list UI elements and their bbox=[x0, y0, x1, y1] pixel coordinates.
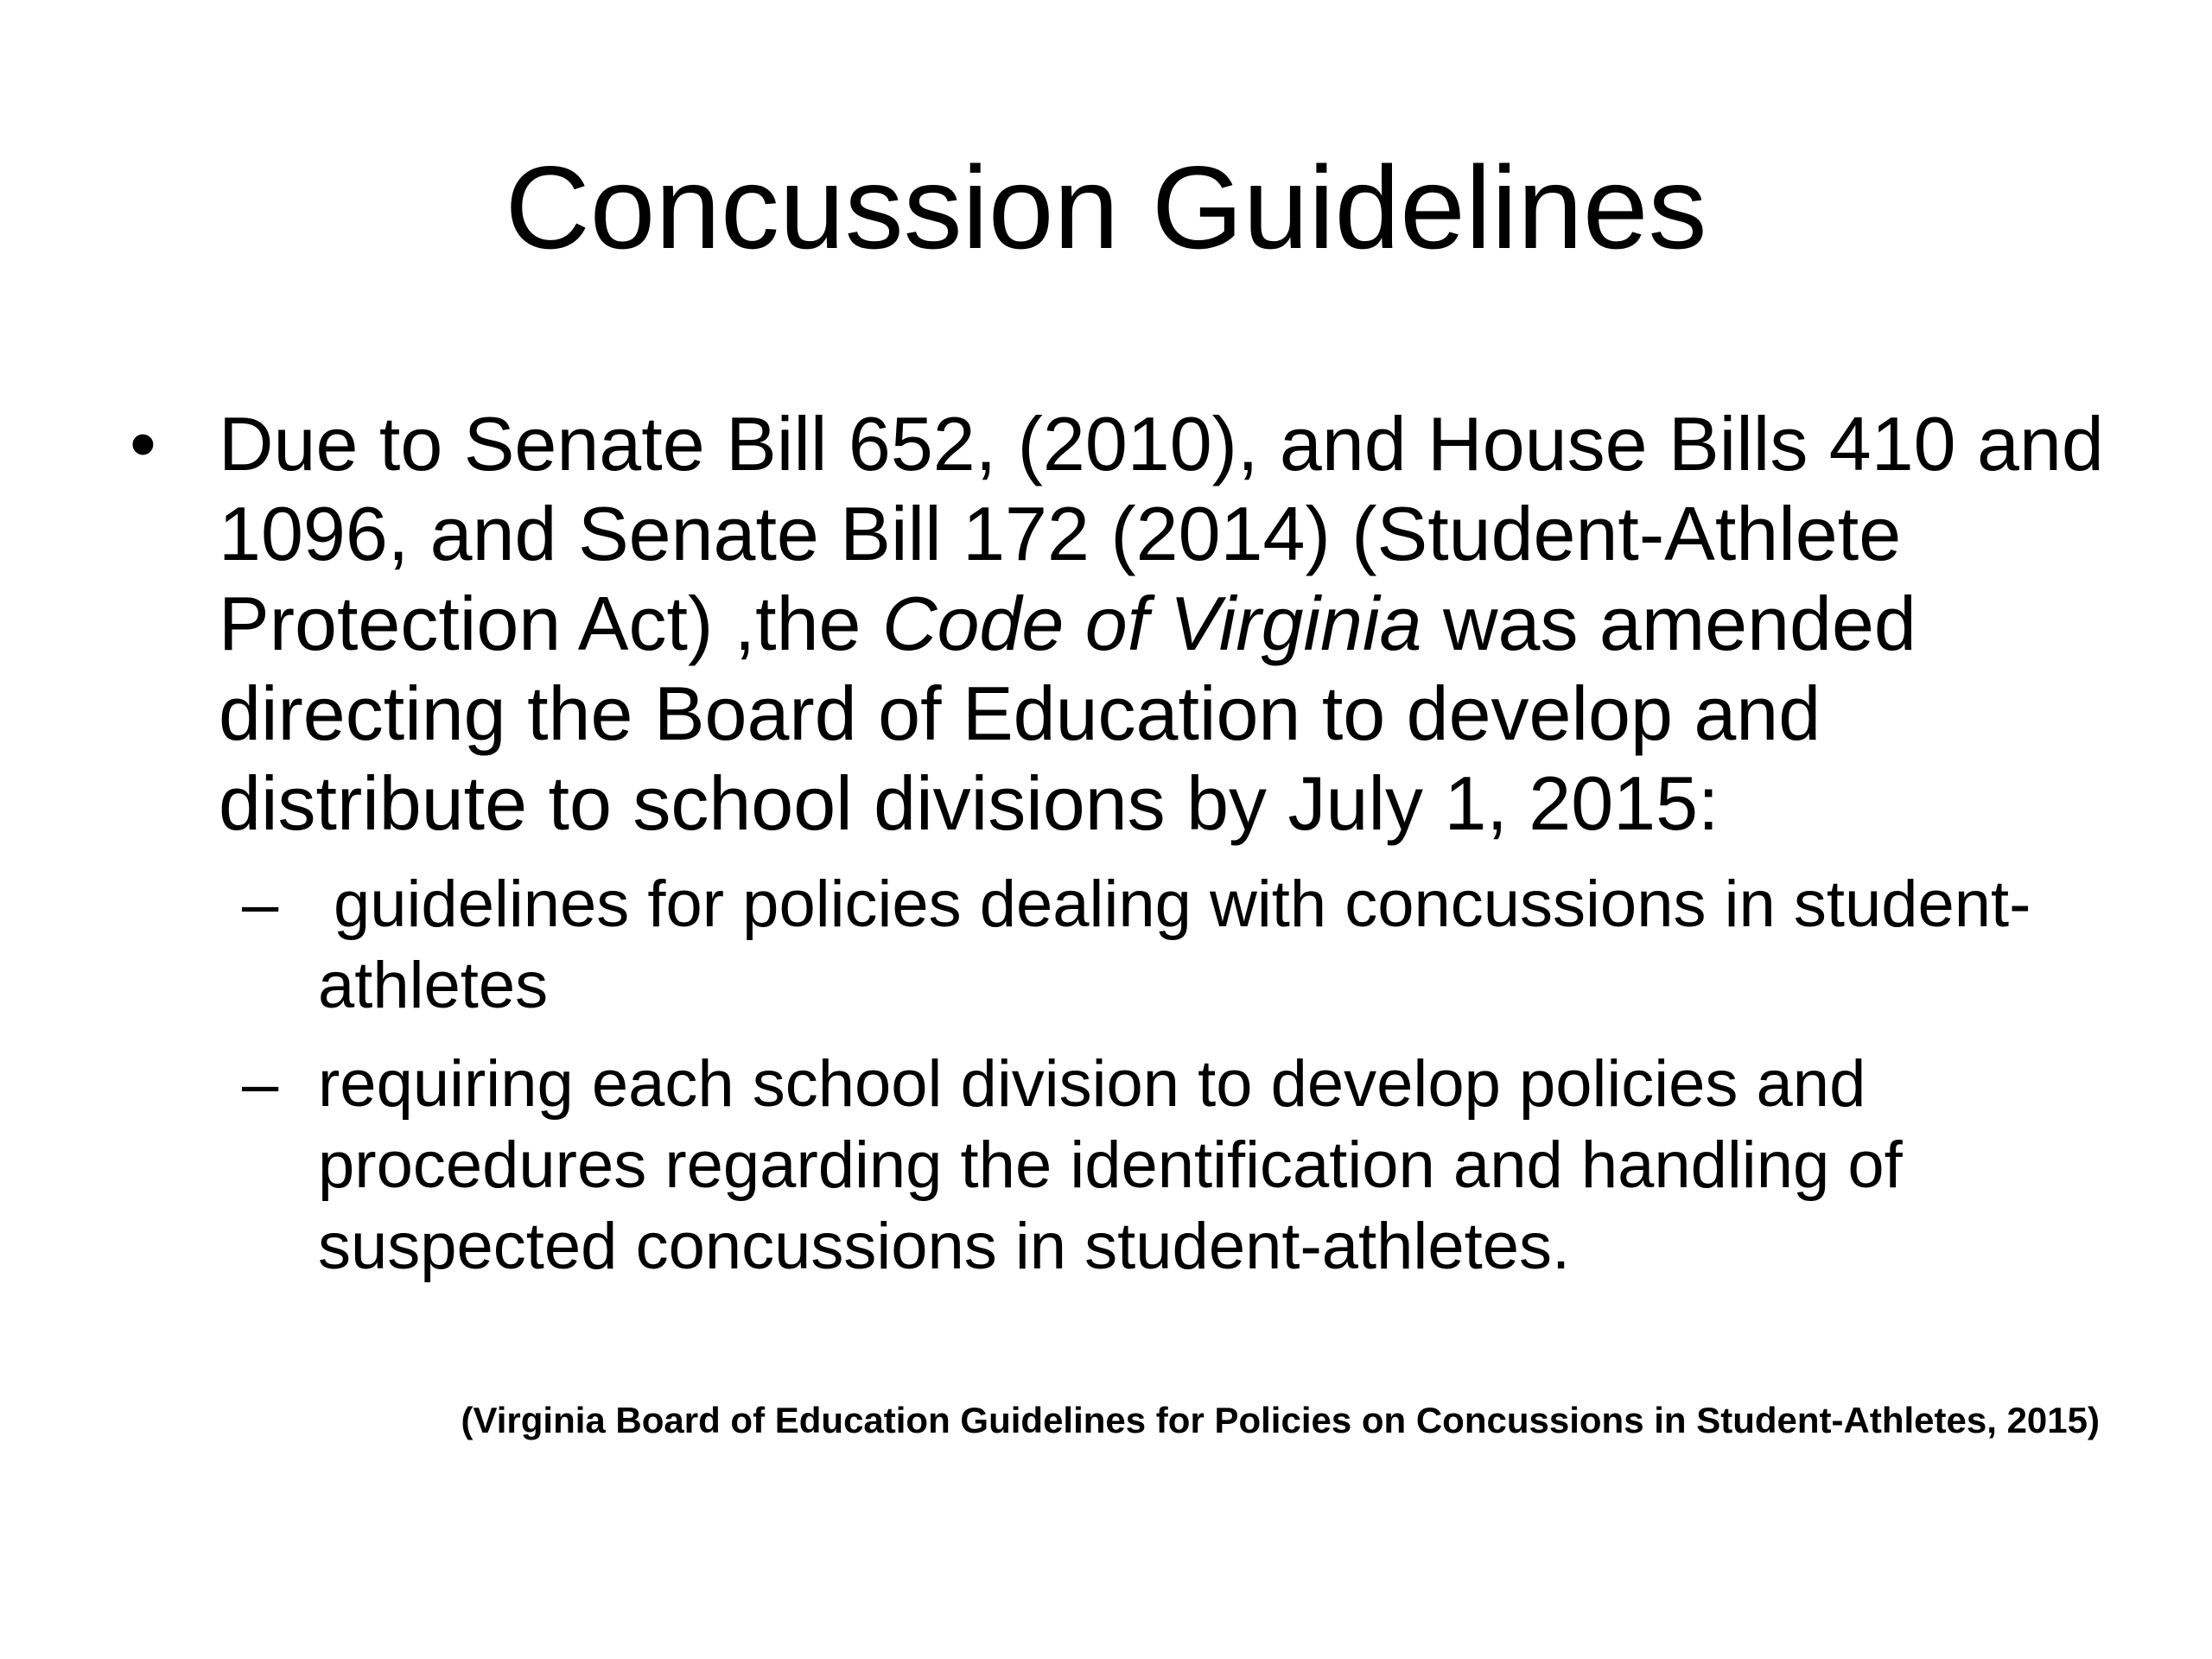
main-bullet-text-part1: Due to Senate Bill 652, (2010), and House Bills 410 and 1096, and Senate Bill 172 (2014) (Student-Athlete Protection Act) ,the bbox=[219, 401, 2104, 666]
sub-bullet-text: guidelines for policies dealing with concussions in student-athletes bbox=[318, 868, 2031, 1022]
citation: (Virginia Board of Education Guidelines for Policies on Concussions in Student-Athletes, 2015) bbox=[461, 1400, 2100, 1440]
sub-bullet-text: requiring each school division to develop policies and procedures regarding the identification and handling of suspected concussions in student-athletes. bbox=[318, 1047, 1903, 1283]
sub-bullet-guidelines bbox=[130, 864, 2134, 1027]
sub-bullet-requiring bbox=[130, 1044, 2134, 1287]
main-bullet-text-italic: Code of Virginia bbox=[881, 581, 1422, 666]
dash-icon: – bbox=[242, 868, 279, 941]
sub-bullet-list bbox=[130, 864, 2134, 1287]
main-bullet-text-part2: was amended directing the Board of Education to develop and distribute to school divisions by July 1, 2015: bbox=[219, 581, 1916, 846]
slide-body bbox=[130, 399, 2134, 1305]
bullet-dot-icon: • bbox=[130, 401, 156, 486]
main-bullet bbox=[130, 399, 2134, 849]
dash-icon: – bbox=[242, 1047, 279, 1121]
slide-title: Concussion Guidelines bbox=[505, 142, 1707, 273]
